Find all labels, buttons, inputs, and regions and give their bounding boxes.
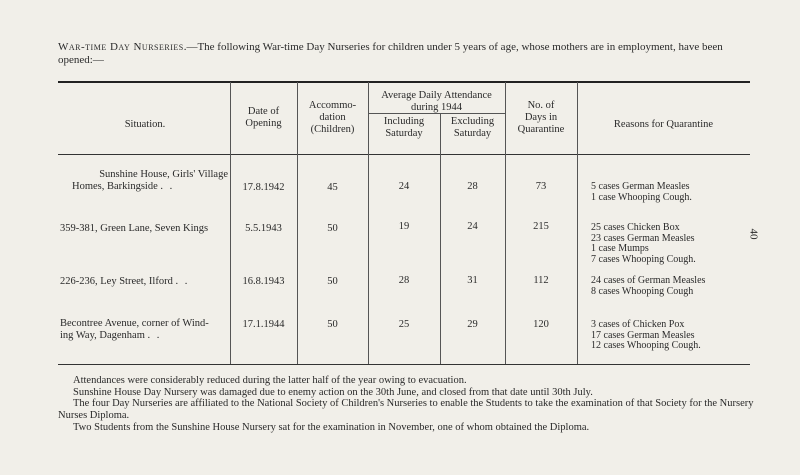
table-row-1-date: 17.8.1942	[242, 182, 285, 193]
footnotes	[58, 375, 758, 434]
footnote-3: The four Day Nurseries are affiliated to the National Society of Children's Nurseries to enable the Students to take the examination of that Society for the Nursery Nurses Diploma.	[58, 398, 754, 422]
header-excluding-saturday: Excluding Saturday	[450, 116, 495, 139]
table-row-1-excluding: 28	[467, 181, 478, 192]
table-row-4-excluding: 29	[467, 319, 478, 330]
table-row-2-accommodation: 50	[327, 223, 338, 234]
header-date: Date of Opening	[245, 106, 282, 129]
table-row-3-including: 28	[398, 275, 410, 286]
table-row-3-accommodation: 50	[327, 276, 338, 287]
table-row-3-date: 16.8.1943	[242, 276, 285, 287]
table-row-4-situation: Becontree Avenue, corner of Wind- ing Way, Dagenham . .	[60, 318, 209, 341]
dot-leader: . .	[147, 330, 162, 341]
table-row-4-reasons: 3 cases of Chicken Pox 17 cases German Measles 12 cases Whooping Cough.	[591, 319, 701, 351]
section-heading: War-time Day Nurseries	[58, 41, 184, 53]
header-including-saturday: Including Saturday	[383, 116, 425, 139]
table-row-1-situation: Sunshine House, Girls' Village Homes, Barkingside . .	[72, 169, 228, 192]
intro-text: .—The following War-time Day Nurseries for children under 5 years of age, whose mothers are in employment, have been opened:—	[58, 41, 723, 66]
footnote-1: Attendances were considerably reduced during the latter half of the year owing to evacuation.	[73, 375, 467, 386]
table-row-2-including: 19	[398, 221, 410, 232]
table-bottom-rule	[58, 364, 750, 365]
table-row-1-accommodation: 45	[327, 182, 338, 193]
header-quarantine-days: No. of Days in Quarantine	[517, 100, 565, 135]
table-row-3-excluding: 31	[467, 275, 478, 286]
table-row-1-including: 24	[398, 181, 410, 192]
table-row-2-days: 215	[533, 221, 549, 232]
table-row-2-reasons: 25 cases Chicken Box 23 cases German Measles 1 case Mumps 7 cases Whooping Cough.	[591, 222, 696, 265]
footnote-4: Two Students from the Sunshine House Nursery sat for the examination in November, one of whom obtained the Diploma.	[73, 421, 590, 433]
header-situation: Situation.	[124, 119, 166, 130]
table-row-1-reasons: 5 cases German Measles 1 case Whooping Cough.	[591, 181, 692, 203]
table-row-3-reasons: 24 cases of German Measles 8 cases Whooping Cough	[591, 275, 706, 297]
header-average-daily-attendance: Average Daily Attendance during 1944	[381, 90, 492, 113]
table-row-2-excluding: 24	[467, 221, 478, 232]
table-header-rule	[58, 154, 750, 155]
dot-leader: . .	[160, 181, 175, 192]
table-row-4-days: 120	[533, 319, 549, 330]
table-row-4-date: 17.1.1944	[242, 319, 285, 330]
table-row-3-days: 112	[533, 275, 549, 286]
table-row-4-accommodation: 50	[327, 319, 338, 330]
page-number: 40	[747, 228, 760, 240]
header-accommodation: Accommo- dation (Children)	[308, 100, 357, 135]
table-top-rule	[58, 81, 750, 83]
table-row-4-including: 25	[398, 319, 410, 330]
footnote-2: Sunshine House Day Nursery was damaged due to enemy action on the 30th June, and closed from that date until 30th July.	[73, 386, 593, 398]
table-row-2-date: 5.5.1943	[245, 223, 282, 234]
dot-leader: . .	[175, 276, 190, 287]
table-row-3-situation: 226-236, Ley Street, Ilford . .	[60, 276, 190, 287]
header-reasons: Reasons for Quarantine	[613, 119, 714, 130]
table-row-2-situation: 359-381, Green Lane, Seven Kings	[60, 223, 209, 234]
table-row-1-days: 73	[535, 181, 547, 192]
intro-paragraph	[58, 41, 758, 67]
